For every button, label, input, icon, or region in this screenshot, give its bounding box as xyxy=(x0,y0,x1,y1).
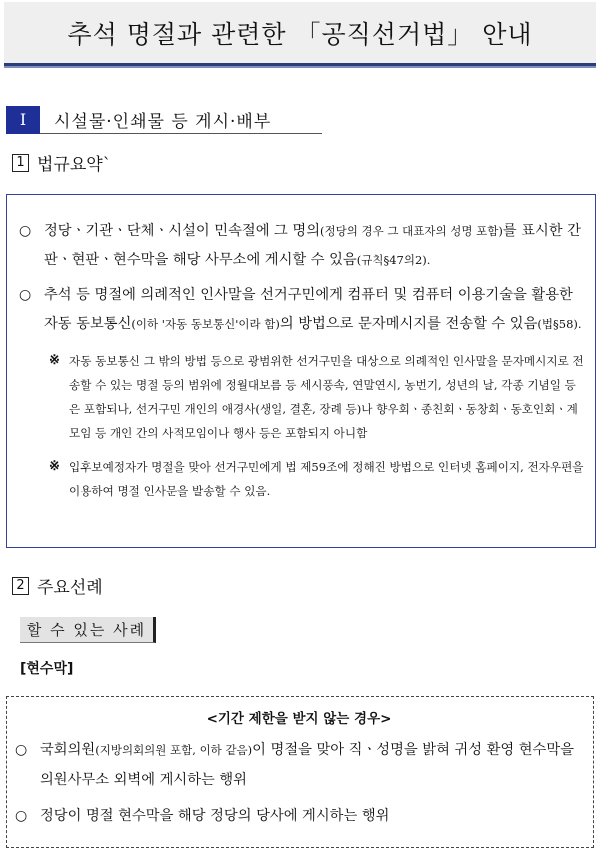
cases-heading: <기간 제한을 받지 않는 경우> xyxy=(206,711,392,727)
section-title: 시설물·인쇄물 등 게시·배부 xyxy=(54,112,272,132)
summary-item-2 xyxy=(19,281,585,339)
subsection-title-1: 법규요약` xyxy=(37,155,112,175)
title-banner xyxy=(4,2,596,66)
page-title: 추석 명절과 관련한 「공직선거법」 안내 xyxy=(67,19,533,49)
section-number-badge: I xyxy=(6,106,40,134)
category-label: [현수막] xyxy=(20,661,74,677)
summary-item-2-ref: (법§58). xyxy=(537,317,582,331)
reference-mark-icon: ※ xyxy=(49,459,60,474)
case-item-1-text: 국회의원 xyxy=(40,742,96,758)
summary-item-2-text-cont: 의 방법으로 문자메시지를 전송할 수 있음 xyxy=(279,316,538,332)
circle-bullet-icon: ○ xyxy=(15,808,28,824)
circle-bullet-icon: ○ xyxy=(15,742,28,758)
summary-note-1-text: 자동 동보통신 그 밖의 방법 등으로 광범위한 선거구민을 대상으로 의례적인 인사말을 문자메시지로 전송할 수 있는 명절 등의 범위에 정월대보름 등 세시풍속, 연말연시, 농번기, 성년의 날, 각종 기념일 등은 포함되나, 선거구민 개인의 애경사(생일, 결혼, 장례 등)나 향우회ㆍ종친회ㆍ동창회ㆍ동호인회ㆍ계모임 등 개인 간의 사적모임이나 행사 등은 포함되지 아니함 xyxy=(69,354,584,440)
case-item-1-note: (지방의회의원 포함, 이하 같음) xyxy=(95,743,253,757)
circle-bullet-icon: ○ xyxy=(19,223,32,239)
summary-item-1-note: (정당의 경우 그 대표자의 성명 포함) xyxy=(320,224,503,238)
case-item-2-text: 정당이 명절 현수막을 해당 정당의 당사에 게시하는 행위 xyxy=(40,808,390,824)
allowed-cases-tag: 할 수 있는 사례 xyxy=(20,617,156,643)
circle-bullet-icon: ○ xyxy=(19,287,32,303)
subsection-heading-2 xyxy=(12,573,103,598)
summary-item-1-text-cont: 를 표시한 간판ㆍ현판ㆍ현수막을 해당 사무소에 게시할 수 있음 xyxy=(44,223,581,268)
summary-item-2-text: 추석 등 명절에 의례적인 인사말을 선거구민에게 컴퓨터 및 컴퓨터 이용기술을 활용한 자동 동보통신 xyxy=(44,287,573,332)
cases-box xyxy=(6,696,594,848)
case-item-1 xyxy=(15,735,583,795)
summary-note-1 xyxy=(19,349,585,445)
law-summary-box xyxy=(6,194,596,548)
subsection-title-2: 주요선례 xyxy=(37,578,103,598)
summary-note-2 xyxy=(19,455,585,503)
reference-mark-icon: ※ xyxy=(49,353,60,368)
summary-item-1 xyxy=(19,217,585,275)
subsection-number-1: 1 xyxy=(12,154,29,172)
summary-item-1-text: 정당ㆍ기관ㆍ단체ㆍ시설이 민속절에 그 명의 xyxy=(44,223,321,239)
summary-item-1-ref: (규칙§47의2). xyxy=(356,253,431,267)
subsection-heading-1 xyxy=(12,150,111,175)
summary-note-2-text: 입후보예정자가 명절을 맞아 선거구민에게 법 제59조에 정해진 방법으로 인터넷 홈페이지, 전자우편을 이용하여 명절 인사문을 발송할 수 있음. xyxy=(69,460,584,498)
summary-item-2-note: (이하 '자동 동보통신'이라 함) xyxy=(131,317,280,331)
subsection-number-2: 2 xyxy=(12,577,29,595)
section-heading xyxy=(6,106,322,134)
case-item-1-text-cont: 이 명절을 맞아 직ㆍ성명을 밝혀 귀성 환영 현수막을 의원사무소 외벽에 게시하는 행위 xyxy=(40,742,574,788)
case-item-2 xyxy=(15,801,583,831)
